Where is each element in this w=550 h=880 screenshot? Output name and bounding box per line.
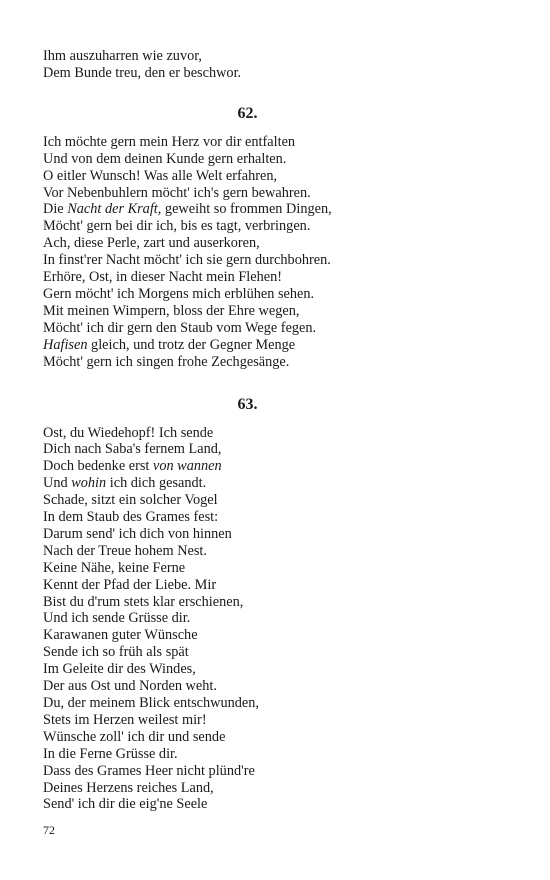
text-segment: Schade, sitzt ein solcher Vogel	[43, 492, 218, 509]
text-segment: Stets im Herzen weilest mir!	[43, 711, 207, 728]
text-segment: Möcht' gern bei dir ich, bis es tagt, verbringen.	[43, 218, 311, 235]
text-segment: Sende ich so früh als spät	[43, 644, 189, 661]
verse-line	[43, 661, 503, 678]
text-segment: O eitler Wunsch! Was alle Welt erfahren,	[43, 167, 278, 184]
text-segment: Und von dem deinen Kunde gern erhalten.	[43, 150, 287, 167]
verse-line	[43, 678, 503, 695]
verse-line	[43, 320, 503, 337]
text-segment: Möcht' ich dir gern den Staub vom Wege fegen.	[43, 319, 317, 336]
text-segment: , geweiht so frommen Dingen,	[157, 201, 332, 218]
verse-line	[43, 763, 503, 780]
text-segment: Vor Nebenbuhlern möcht' ich's gern bewahren.	[43, 184, 311, 201]
italic-text: wohin	[71, 475, 107, 492]
verse-line	[43, 560, 503, 577]
text-segment: Ach, diese Perle, zart und auserkoren,	[43, 235, 260, 252]
page-text	[43, 48, 503, 813]
verse-line	[43, 780, 503, 797]
verse-line	[43, 796, 503, 813]
poem-62-body	[43, 134, 503, 371]
verse-line	[43, 526, 503, 543]
text-segment: In dem Staub des Grames fest:	[43, 509, 219, 526]
verse-line	[43, 509, 503, 526]
text-segment: Möcht' gern ich singen frohe Zechgesänge.	[43, 353, 290, 370]
text-segment: Mit meinen Wimpern, bloss der Ehre wegen,	[43, 302, 300, 319]
text-segment: Dass des Grames Heer nicht plünd're	[43, 762, 255, 779]
text-segment: Im Geleite dir des Windes,	[43, 661, 196, 678]
italic-text: von wannen	[152, 458, 222, 475]
text-segment: Gern möcht' ich Morgens mich erblühen sehen.	[43, 285, 315, 302]
text-segment: Kennt der Pfad der Liebe. Mir	[43, 576, 217, 593]
poem-63-body	[43, 425, 503, 814]
verse-line	[43, 712, 503, 729]
verse-line	[43, 303, 503, 320]
text-segment: Karawanen guter Wünsche	[43, 627, 198, 644]
verse-line	[43, 134, 503, 151]
italic-text: Hafisen	[43, 336, 88, 353]
verse-line	[43, 218, 503, 235]
text-segment: Doch bedenke erst	[43, 458, 153, 475]
text-segment: In finst'rer Nacht möcht' ich sie gern durchbohren.	[43, 252, 331, 269]
verse-line	[43, 543, 503, 560]
intro-stanza	[43, 48, 503, 82]
text-segment: Send' ich dir die eig'ne Seele	[43, 796, 208, 813]
text-segment: Und ich sende Grüsse dir.	[43, 610, 191, 627]
verse-line	[43, 201, 503, 218]
verse-line	[43, 475, 503, 492]
verse-line	[43, 492, 503, 509]
text-segment: Dich nach Saba's fernem Land,	[43, 441, 222, 458]
verse-line	[43, 425, 503, 442]
text-segment: Darum send' ich dich von hinnen	[43, 525, 232, 542]
text-segment: Ost, du Wiedehopf! Ich sende	[43, 424, 214, 441]
text-segment: Nach der Treue hohem Nest.	[43, 542, 207, 559]
verse-line	[43, 235, 503, 252]
verse-line: Ihm auszuharren wie zuvor,	[43, 48, 203, 64]
verse-line	[43, 286, 503, 303]
verse-line	[43, 610, 503, 627]
poem-heading-62: 62.	[237, 104, 258, 122]
page-number: 72	[43, 823, 55, 837]
verse-line	[43, 746, 503, 763]
verse-line	[43, 644, 503, 661]
text-segment: Der aus Ost und Norden weht.	[43, 678, 217, 695]
verse-line	[43, 354, 503, 371]
text-segment: Wünsche zoll' ich dir und sende	[43, 728, 226, 745]
verse-line	[43, 337, 503, 354]
text-segment: Keine Nähe, keine Ferne	[43, 559, 186, 576]
verse-line	[43, 441, 503, 458]
text-segment: Ich möchte gern mein Herz vor dir entfalten	[43, 133, 296, 150]
text-segment: ich dich gesandt.	[106, 475, 207, 492]
verse-line	[43, 269, 503, 286]
text-segment: gleich, und trotz der Gegner Menge	[87, 336, 296, 353]
verse-line: Dem Bunde treu, den er beschwor.	[43, 64, 242, 81]
verse-line	[43, 729, 503, 746]
verse-line	[43, 577, 503, 594]
verse-line	[43, 185, 503, 202]
text-segment: Deines Herzens reiches Land,	[43, 779, 214, 796]
verse-line	[43, 168, 503, 185]
text-segment: In die Ferne Grüsse dir.	[43, 745, 178, 762]
text-segment: Und	[43, 475, 72, 492]
verse-line	[43, 594, 503, 611]
poem-heading-63: 63.	[237, 395, 258, 413]
verse-line	[43, 151, 503, 168]
text-segment: Die	[43, 201, 68, 218]
verse-line	[43, 252, 503, 269]
text-segment: Erhöre, Ost, in dieser Nacht mein Flehen!	[43, 269, 283, 286]
verse-line	[43, 695, 503, 712]
text-segment: Du, der meinem Blick entschwunden,	[43, 695, 259, 711]
italic-text: Nacht der Kraft	[67, 201, 158, 218]
text-segment: Bist du d'rum stets klar erschienen,	[43, 593, 244, 610]
verse-line	[43, 627, 503, 644]
verse-line	[43, 458, 503, 475]
